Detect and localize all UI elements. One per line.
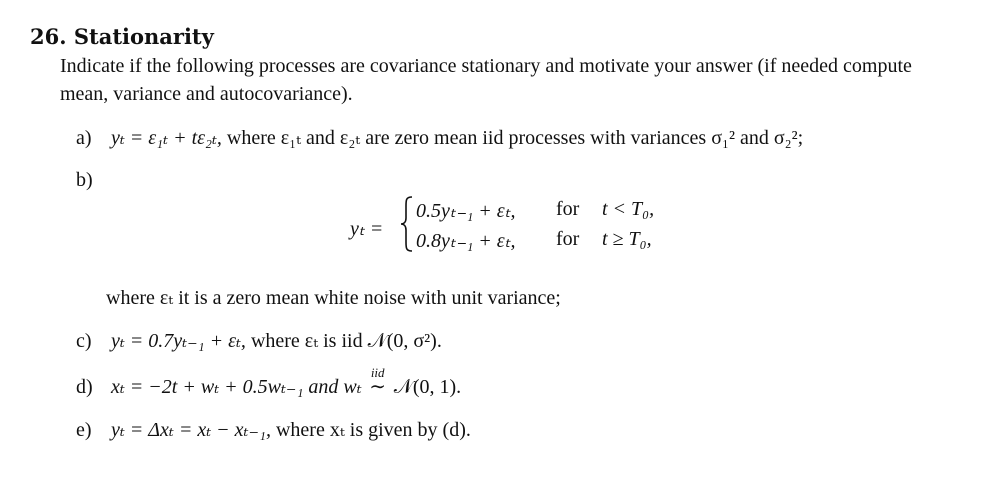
item-d-expr: xₜ = −2t + wₜ + 0.5wₜ₋₁ and wₜ <box>111 376 362 398</box>
item-b-label: b) <box>76 169 93 191</box>
item-c-label: c) <box>76 330 92 352</box>
item-d-label: d) <box>76 376 93 398</box>
item-a-label: a) <box>76 127 92 149</box>
case-2-condition: t ≥ T₀, <box>602 228 652 250</box>
item-c <box>76 327 442 355</box>
item-d <box>76 365 462 401</box>
item-e-expr: yₜ = Δxₜ = xₜ − xₜ₋₁, <box>111 419 271 441</box>
case-2-for: for <box>556 228 580 250</box>
item-b-note: where εₜ it is a zero mean white noise with unit variance; <box>106 287 561 309</box>
item-c-text: where εₜ is iid 𝒩(0, σ²). <box>250 330 442 352</box>
item-d-dist: 𝒩(0, 1). <box>393 376 462 398</box>
case-1-condition: t < T₀, <box>602 198 655 220</box>
item-e-label: e) <box>76 419 92 441</box>
item-b-lhs: yₜ = <box>350 218 384 240</box>
iid-label: iid <box>370 365 385 380</box>
iid-tilde <box>367 365 389 401</box>
case-row-1 <box>416 198 655 223</box>
item-a-text: where ε₁ₜ and ε₂ₜ are zero mean iid processes with variances σ₁² and σ₂²; <box>226 127 804 149</box>
item-a <box>76 124 803 152</box>
problem-intro: Indicate if the following processes are covariance stationary and motivate your answer (if needed compute mean, variance and autocovariance). <box>60 55 912 105</box>
left-brace-icon <box>400 196 414 252</box>
tilde-symbol: ∼ <box>369 376 387 398</box>
case-2-expr: 0.8yₜ₋₁ + εₜ, <box>416 230 516 252</box>
item-e-text: where xₜ is given by (d). <box>275 419 471 441</box>
case-row-2 <box>416 228 652 253</box>
item-c-expr: yₜ = 0.7yₜ₋₁ + εₜ, <box>111 330 246 352</box>
case-1-for: for <box>556 198 580 220</box>
case-1-expr: 0.5yₜ₋₁ + εₜ, <box>416 200 516 222</box>
item-e <box>76 416 471 444</box>
item-b <box>76 166 106 194</box>
item-a-expr: yₜ = ε₁ₜ + tε₂ₜ, <box>111 127 222 149</box>
problem-title: 26. Stationarity <box>30 24 214 49</box>
